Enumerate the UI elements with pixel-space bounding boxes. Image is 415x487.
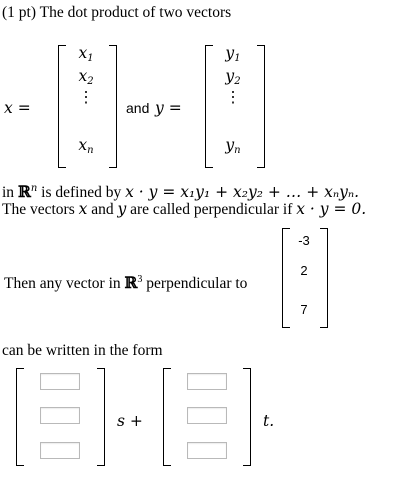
vdots-icon: ⋮	[78, 89, 94, 106]
right-bracket	[243, 368, 251, 466]
x-equals: x =	[4, 99, 31, 117]
t-label: t.	[263, 412, 275, 430]
answer-input-s-1[interactable]	[40, 373, 80, 390]
left-bracket	[163, 368, 171, 466]
right-bracket	[97, 368, 105, 466]
header-text: The dot product of two vectors	[39, 4, 232, 21]
form-text: can be written in the form	[2, 342, 163, 359]
s-plus-label: s +	[117, 412, 143, 430]
answer-input-t-3[interactable]	[187, 442, 227, 459]
left-bracket	[282, 228, 290, 328]
right-bracket	[109, 45, 117, 168]
given-vector-entry: 2	[300, 263, 308, 278]
y-equals: y =	[155, 99, 182, 117]
perpendicular-definition: The vectors x and y are called perpendicular if x · y = 0.	[2, 200, 367, 218]
left-bracket	[205, 45, 213, 168]
answer-input-t-2[interactable]	[187, 407, 227, 424]
right-bracket	[320, 228, 328, 328]
answer-input-s-3[interactable]	[40, 442, 80, 459]
answer-input-s-2[interactable]	[40, 407, 80, 424]
answer-input-t-1[interactable]	[187, 373, 227, 390]
points-label: (1 pt)	[2, 4, 37, 21]
given-vector-entry: -3	[298, 233, 310, 248]
left-bracket	[16, 368, 24, 466]
given-vector-entry: 7	[300, 302, 308, 317]
right-bracket	[257, 45, 265, 168]
vdots-icon: ⋮	[225, 89, 241, 106]
problem-header	[2, 4, 231, 22]
definition-line: in ℝ$^n$ is defined by x · y = x₁y₁ + x₂y₂ + … + xₙyₙ.	[2, 182, 360, 201]
and-label: and	[126, 100, 150, 116]
then-line: Then any vector in ℝ$^3$ perpendicular to	[4, 273, 248, 292]
left-bracket	[58, 45, 66, 168]
